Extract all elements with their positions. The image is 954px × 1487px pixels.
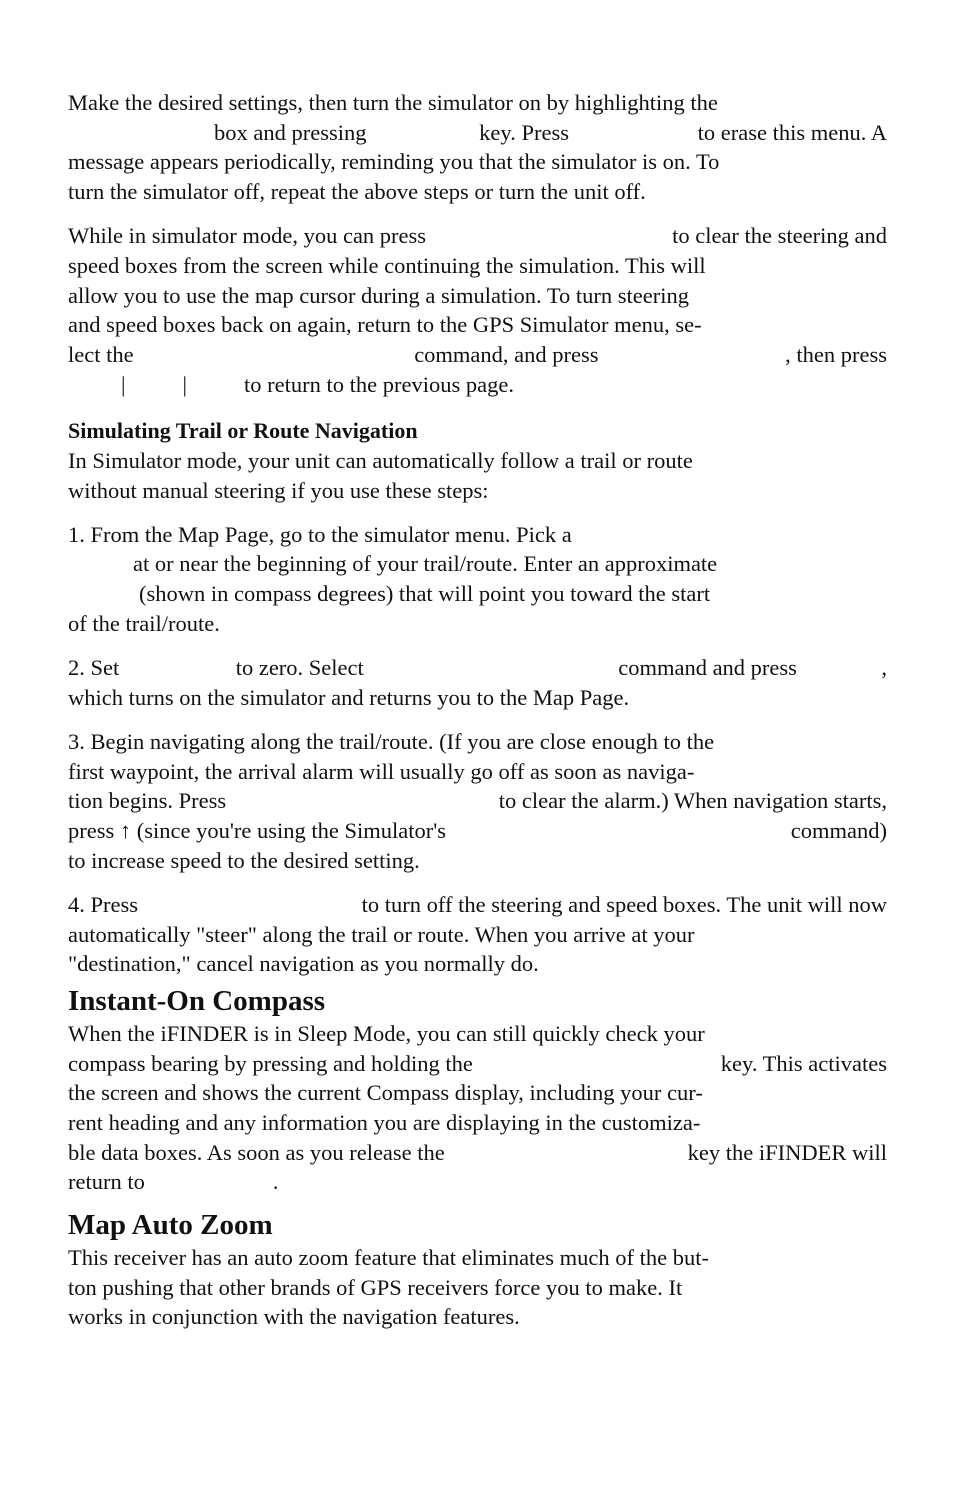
text-line: allow you to use the map cursor during a simulation. To turn steering	[68, 282, 690, 308]
text-line: at or near the beginning of your trail/route. Enter an approximate	[133, 551, 718, 577]
text-line: ton pushing that other brands of GPS receivers force you to make. It	[68, 1274, 683, 1300]
text-line: which turns on the simulator and returns you to the Map Page.	[68, 684, 630, 710]
text-line: rent heading and any information you are displaying in the customiza-	[68, 1109, 701, 1135]
step-2	[68, 653, 887, 712]
paragraph-zoom	[68, 1243, 887, 1332]
text-line: ble data boxes. As soon as you release the key the iFINDER will	[68, 1139, 887, 1165]
text-line: works in conjunction with the navigation features.	[68, 1304, 520, 1330]
step-1	[68, 520, 887, 639]
text-line: and speed boxes back on again, return to the GPS Simulator menu, se-	[68, 312, 702, 338]
text-line: tion begins. Press to clear the alarm.) When navigation starts,	[68, 788, 887, 814]
text-line: (shown in compass degrees) that will point you toward the start	[139, 581, 711, 607]
section-heading-zoom: Map Auto Zoom	[68, 1209, 273, 1241]
step-3	[68, 727, 887, 875]
text-line: the screen and shows the current Compass display, including your cur-	[68, 1080, 703, 1106]
section-heading: Simulating Trail or Route Navigation	[68, 417, 418, 443]
text-line: While in simulator mode, you can press to clear the steering and	[68, 223, 887, 249]
paragraph-simulator-mode	[68, 221, 887, 399]
text-line: 3. Begin navigating along the trail/route. (If you are close enough to the	[68, 728, 715, 754]
text-line: speed boxes from the screen while continuing the simulation. This will	[68, 252, 706, 278]
section-heading-compass: Instant-On Compass	[68, 984, 326, 1017]
text-line: This receiver has an auto zoom feature that eliminates much of the but-	[68, 1245, 710, 1270]
text-line: compass bearing by pressing and holding the key. This activates	[68, 1050, 887, 1076]
text-line: Make the desired settings, then turn the simulator on by highlighting the	[68, 90, 718, 115]
text-line: first waypoint, the arrival alarm will usually go off as soon as naviga-	[68, 758, 695, 784]
paragraph-trail-intro	[68, 446, 887, 505]
text-line: press ↑ (since you're using the Simulator's command)	[68, 817, 887, 843]
text-line: "destination," cancel navigation as you normally do.	[68, 951, 539, 977]
step-4	[68, 890, 887, 979]
text-line: box and pressing key. Press to erase this menu. A	[214, 119, 887, 145]
text-line: 4. Press to turn off the steering and speed boxes. The unit will now	[68, 891, 887, 917]
text-line: message appears periodically, reminding you that the simulator is on. To	[68, 149, 720, 175]
text-line: When the iFINDER is in Sleep Mode, you can still quickly check your	[68, 1020, 705, 1046]
text-line: 1. From the Map Page, go to the simulator menu. Pick a	[68, 521, 572, 547]
paragraph-simulator-on	[68, 88, 887, 207]
paragraph-compass	[68, 1019, 887, 1197]
text-line: lect the command, and press , then press	[68, 342, 887, 367]
text-line: return to .	[68, 1169, 279, 1195]
text-line: In Simulator mode, your unit can automatically follow a trail or route	[68, 447, 693, 473]
text-line: 2. Set to zero. Select command and press ,	[68, 655, 887, 680]
text-line: of the trail/route.	[68, 610, 220, 636]
text-line: | | to return to the previous page.	[121, 371, 514, 397]
text-line: automatically "steer" along the trail or route. When you arrive at your	[68, 921, 695, 947]
text-line: turn the simulator off, repeat the above steps or turn the unit off.	[68, 179, 646, 205]
text-line: without manual steering if you use these steps:	[68, 477, 489, 503]
document-page	[68, 88, 887, 1332]
text-line: to increase speed to the desired setting.	[68, 847, 420, 873]
